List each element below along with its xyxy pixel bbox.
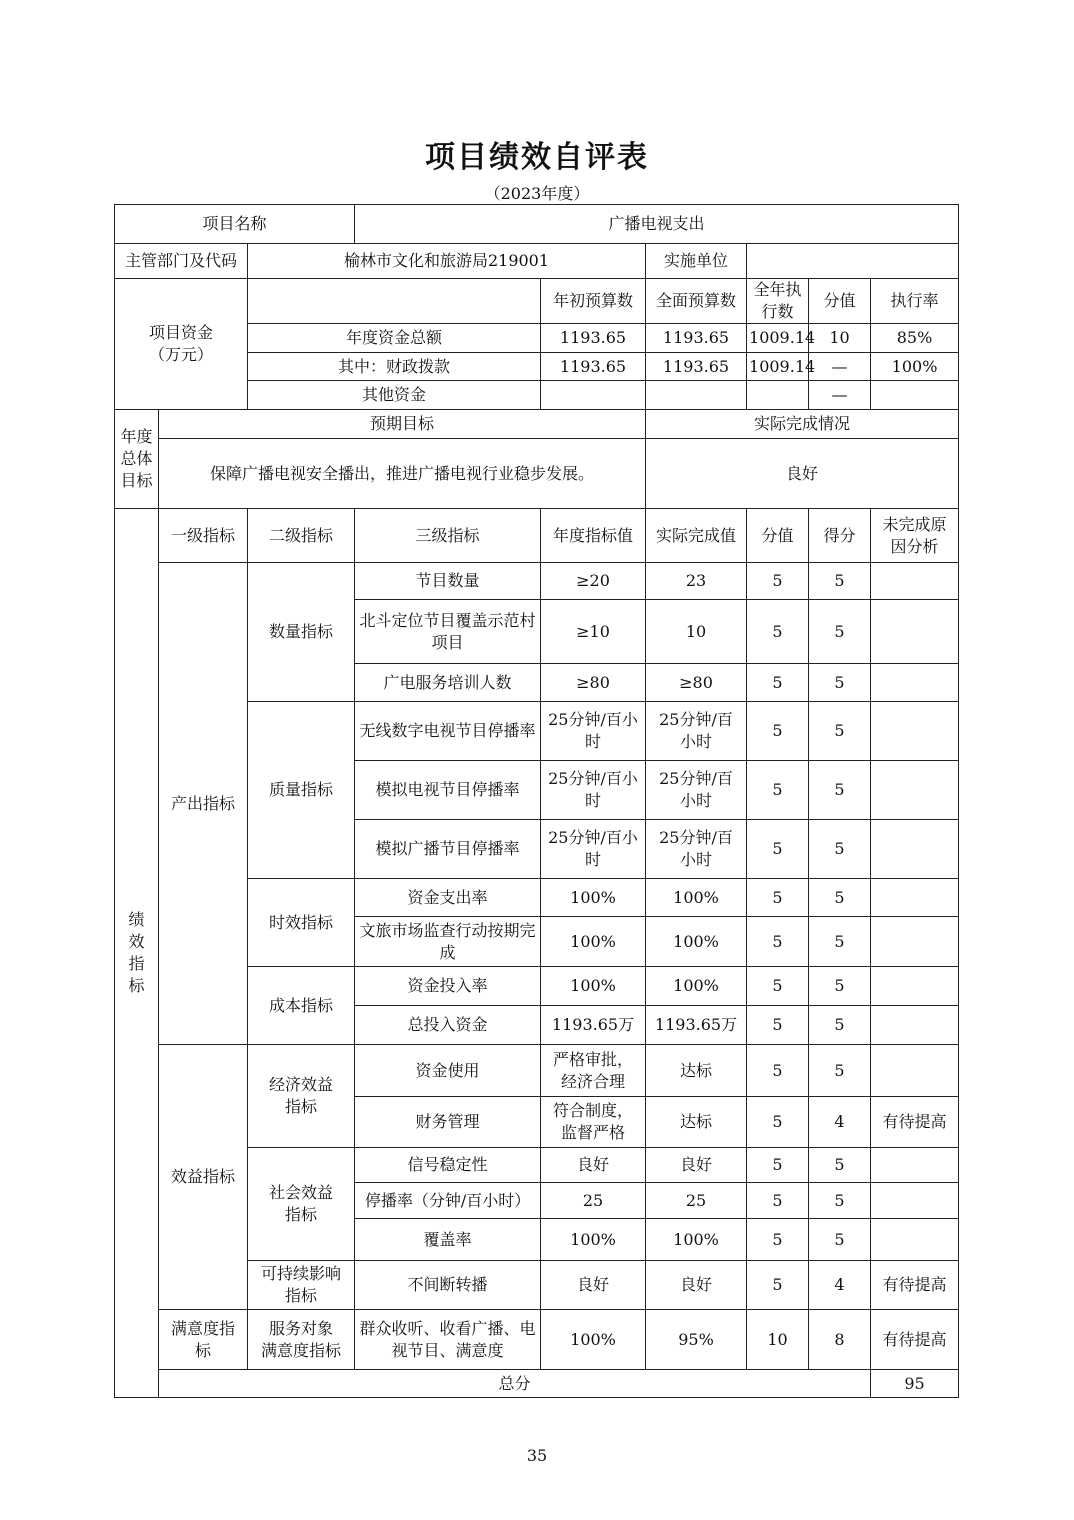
indicator-score-value: 5: [747, 1261, 809, 1310]
indicator-score-value: 5: [747, 1045, 809, 1097]
indicator-reason: [871, 1006, 959, 1045]
indicator-actual: 10: [646, 600, 747, 664]
impl-unit-label: 实施单位: [646, 244, 747, 279]
indicator-score-value: 5: [747, 1219, 809, 1261]
indicator-score: 5: [809, 1183, 871, 1219]
indicator-score: 5: [809, 1219, 871, 1261]
indicator-name: 群众收听、收看广播、电视节目、满意度: [355, 1310, 541, 1370]
indicator-header-row: [115, 509, 959, 563]
indicator-score: 8: [809, 1310, 871, 1370]
indicator-reason: 有待提高: [871, 1261, 959, 1310]
funds-cell: 10: [809, 324, 871, 353]
total-row: [115, 1370, 959, 1398]
funds-cell: 1009.14: [747, 353, 809, 381]
indicator-target: 25分钟/百小时: [541, 820, 646, 879]
indicator-target: 25分钟/百小时: [541, 761, 646, 820]
indicator-score: 5: [809, 967, 871, 1006]
project-name-value: 广播电视支出: [355, 205, 959, 244]
indicator-name: 广电服务培训人数: [355, 664, 541, 702]
indicator-score: 4: [809, 1261, 871, 1310]
dept-label: 主管部门及代码: [115, 244, 248, 279]
indicator-name: 不间断转播: [355, 1261, 541, 1310]
indicator-actual: 100%: [646, 967, 747, 1006]
indicator-target: 严格审批， 经济合理: [541, 1045, 646, 1097]
level2-economic: 经济效益 指标: [248, 1045, 355, 1148]
page-number: 35: [526, 1446, 548, 1465]
indicator-actual: 达标: [646, 1097, 747, 1148]
indicator-reason: [871, 967, 959, 1006]
indicator-target: 1193.65万: [541, 1006, 646, 1045]
indicator-actual: 100%: [646, 917, 747, 967]
indicator-target: 良好: [541, 1148, 646, 1183]
funds-header: 全面预算数: [646, 279, 747, 324]
funds-cell: 100%: [871, 353, 959, 381]
expected-goal-text: 保障广播电视安全播出，推进广播电视行业稳步发展。: [159, 439, 646, 509]
indicator-name: 无线数字电视节目停播率: [355, 702, 541, 761]
indicator-reason: [871, 1045, 959, 1097]
indicator-score-value: 5: [747, 917, 809, 967]
indicator-score-value: 5: [747, 1148, 809, 1183]
level2-sustainable: 可持续影响 指标: [248, 1261, 355, 1310]
indicator-reason: [871, 879, 959, 917]
funds-cell: 1193.65: [646, 324, 747, 353]
funds-cell: 1193.65: [541, 324, 646, 353]
indicator-name: 覆盖率: [355, 1219, 541, 1261]
goal-label: 年度 总体 目标: [115, 410, 159, 509]
funds-cell: —: [809, 381, 871, 410]
indicator-name: 资金支出率: [355, 879, 541, 917]
indicator-reason: [871, 1148, 959, 1183]
indicator-target: ≥20: [541, 563, 646, 600]
indicator-score-value: 5: [747, 1006, 809, 1045]
indicator-target: ≥80: [541, 664, 646, 702]
indicator-name: 资金使用: [355, 1045, 541, 1097]
actual-status-header: 实际完成情况: [646, 410, 959, 439]
indicator-target: 100%: [541, 879, 646, 917]
dept-value: 榆林市文化和旅游局219001: [248, 244, 646, 279]
indicator-header: 分值: [747, 509, 809, 563]
indicator-reason: [871, 1219, 959, 1261]
table-row: [115, 563, 959, 600]
self-evaluation-table: [114, 204, 959, 1398]
funds-cell: 1193.65: [646, 353, 747, 381]
indicator-target: 良好: [541, 1261, 646, 1310]
indicator-name: 模拟广播节目停播率: [355, 820, 541, 879]
indicator-reason: [871, 917, 959, 967]
funds-cell: [747, 381, 809, 410]
funds-header-row: [115, 279, 959, 324]
funds-cell: 1193.65: [541, 353, 646, 381]
indicator-target: 100%: [541, 967, 646, 1006]
level2-service-satisfaction: 服务对象 满意度指标: [248, 1310, 355, 1370]
indicator-reason: [871, 702, 959, 761]
indicator-score: 5: [809, 917, 871, 967]
indicator-score: 5: [809, 702, 871, 761]
department-row: [115, 244, 959, 279]
funds-header: 全年执行数: [747, 279, 809, 324]
indicator-target: 25分钟/百小时: [541, 702, 646, 761]
indicator-reason: [871, 664, 959, 702]
goal-header-row: [115, 410, 959, 439]
indicator-name: 北斗定位节目覆盖示范村项目: [355, 600, 541, 664]
indicator-reason: [871, 820, 959, 879]
funds-header: 分值: [809, 279, 871, 324]
indicator-side-label: 绩 效 指 标: [115, 509, 159, 1398]
level1-benefit: 效益指标: [159, 1045, 248, 1310]
indicator-header: 三级指标: [355, 509, 541, 563]
level2-timeliness: 时效指标: [248, 879, 355, 967]
funds-row-label: 其他资金: [248, 381, 541, 410]
indicator-score: 4: [809, 1097, 871, 1148]
indicator-score-value: 5: [747, 1183, 809, 1219]
indicator-reason: 有待提高: [871, 1097, 959, 1148]
indicator-score-value: 5: [747, 664, 809, 702]
indicator-target: 100%: [541, 1310, 646, 1370]
indicator-actual: 25分钟/百 小时: [646, 820, 747, 879]
funds-cell: [646, 381, 747, 410]
total-label: 总分: [159, 1370, 871, 1398]
level2-quantity: 数量指标: [248, 563, 355, 702]
indicator-score-value: 5: [747, 702, 809, 761]
funds-cell: —: [809, 353, 871, 381]
indicator-score-value: 5: [747, 761, 809, 820]
indicator-reason: [871, 1183, 959, 1219]
indicator-actual: 达标: [646, 1045, 747, 1097]
indicator-score: 5: [809, 563, 871, 600]
indicator-score-value: 5: [747, 563, 809, 600]
funds-cell: [541, 381, 646, 410]
indicator-actual: 1193.65万: [646, 1006, 747, 1045]
indicator-score-value: 5: [747, 879, 809, 917]
indicator-target: 100%: [541, 917, 646, 967]
funds-header-blank: [248, 279, 541, 324]
funds-header: 年初预算数: [541, 279, 646, 324]
indicator-actual: 良好: [646, 1261, 747, 1310]
total-value: 95: [871, 1370, 959, 1398]
indicator-score-value: 5: [747, 967, 809, 1006]
indicator-target: 符合制度， 监督严格: [541, 1097, 646, 1148]
indicator-reason: 有待提高: [871, 1310, 959, 1370]
indicator-score: 5: [809, 879, 871, 917]
indicator-target: 25: [541, 1183, 646, 1219]
indicator-score-value: 5: [747, 1097, 809, 1148]
indicator-header: 未完成原 因分析: [871, 509, 959, 563]
indicator-actual: 25分钟/百 小时: [646, 702, 747, 761]
indicator-reason: [871, 563, 959, 600]
funds-label: 项目资金 （万元）: [115, 279, 248, 410]
expected-goal-header: 预期目标: [159, 410, 646, 439]
indicator-reason: [871, 600, 959, 664]
indicator-score-value: 5: [747, 600, 809, 664]
indicator-score-value: 10: [747, 1310, 809, 1370]
actual-status-text: 良好: [646, 439, 959, 509]
indicator-score: 5: [809, 600, 871, 664]
funds-cell: 85%: [871, 324, 959, 353]
indicator-name: 总投入资金: [355, 1006, 541, 1045]
project-name-label: 项目名称: [115, 205, 355, 244]
project-name-row: [115, 205, 959, 244]
level2-social: 社会效益 指标: [248, 1148, 355, 1261]
indicator-name: 节目数量: [355, 563, 541, 600]
funds-cell: [871, 381, 959, 410]
indicator-name-text: 停播率（分钟/百小时）: [364, 1190, 531, 1210]
goal-row: [115, 439, 959, 509]
indicator-actual: 95%: [646, 1310, 747, 1370]
indicator-name: 财务管理: [355, 1097, 541, 1148]
indicator-score: 5: [809, 1006, 871, 1045]
funds-row-label: 其中：财政拨款: [248, 353, 541, 381]
funds-header: 执行率: [871, 279, 959, 324]
level2-quality: 质量指标: [248, 702, 355, 879]
indicator-header: 实际完成值: [646, 509, 747, 563]
indicator-name: 模拟电视节目停播率: [355, 761, 541, 820]
indicator-actual: 23: [646, 563, 747, 600]
indicator-score: 5: [809, 1148, 871, 1183]
indicator-name: 信号稳定性: [355, 1148, 541, 1183]
indicator-actual: ≥80: [646, 664, 747, 702]
indicator-actual: 25分钟/百 小时: [646, 761, 747, 820]
indicator-score: 5: [809, 664, 871, 702]
indicator-header: 得分: [809, 509, 871, 563]
level1-output: 产出指标: [159, 563, 248, 1045]
indicator-name: [355, 1183, 541, 1219]
indicator-target: ≥10: [541, 600, 646, 664]
indicator-target: 100%: [541, 1219, 646, 1261]
level1-satisfaction: 满意度指 标: [159, 1310, 248, 1370]
indicator-name: 资金投入率: [355, 967, 541, 1006]
indicator-actual: 良好: [646, 1148, 747, 1183]
funds-row-label: 年度资金总额: [248, 324, 541, 353]
indicator-header: 年度指标值: [541, 509, 646, 563]
level2-cost: 成本指标: [248, 967, 355, 1045]
indicator-header: 二级指标: [248, 509, 355, 563]
indicator-score: 5: [809, 1045, 871, 1097]
indicator-name: 文旅市场监查行动按期完成: [355, 917, 541, 967]
funds-cell: 1009.14: [747, 324, 809, 353]
indicator-header: 一级指标: [159, 509, 248, 563]
indicator-score: 5: [809, 761, 871, 820]
indicator-reason: [871, 761, 959, 820]
indicator-actual: 100%: [646, 879, 747, 917]
indicator-score: 5: [809, 820, 871, 879]
indicator-score-value: 5: [747, 820, 809, 879]
indicator-actual: 25: [646, 1183, 747, 1219]
impl-unit-value: [747, 244, 959, 279]
table-row: [115, 1045, 959, 1097]
table-row: [115, 1310, 959, 1370]
indicator-actual: 100%: [646, 1219, 747, 1261]
page-title: 项目绩效自评表: [425, 140, 649, 175]
page-subtitle: （2023年度）: [484, 184, 590, 203]
